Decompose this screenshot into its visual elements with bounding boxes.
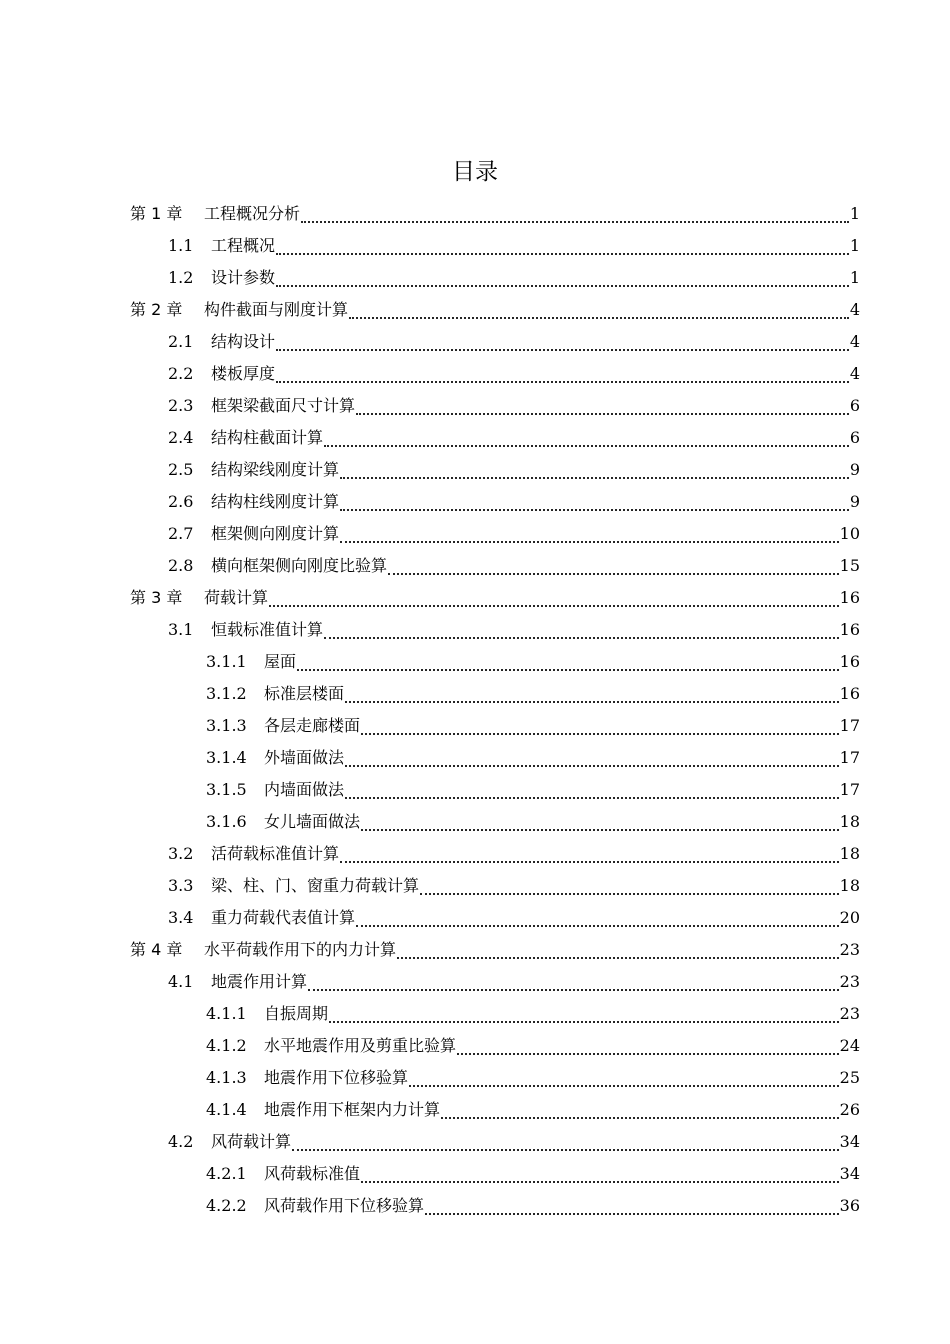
table-of-contents (130, 198, 860, 1222)
toc-entry-number: 3.1 (168, 620, 194, 639)
toc-entry-label: 水平地震作用及剪重比验算 (264, 1036, 457, 1055)
toc-entry[interactable] (130, 678, 860, 710)
toc-entry[interactable] (130, 774, 860, 806)
toc-entry-label: 工程概况分析 (204, 204, 301, 223)
toc-entry-label: 活荷载标准值计算 (211, 844, 340, 863)
toc-entry-number: 3.1.6 (206, 812, 247, 831)
toc-entry-page-number: 26 (839, 1100, 860, 1119)
toc-entry[interactable] (130, 710, 860, 742)
dot-leader (340, 476, 849, 479)
dot-leader (329, 1020, 839, 1023)
toc-entry-label: 水平荷载作用下的内力计算 (204, 940, 397, 959)
toc-entry[interactable] (130, 582, 860, 614)
dot-leader (276, 348, 849, 351)
dot-leader (420, 892, 839, 895)
toc-entry-page-number: 1 (849, 236, 860, 255)
toc-entry-label: 工程概况 (211, 236, 276, 255)
dot-leader (269, 604, 839, 607)
toc-entry[interactable] (130, 806, 860, 838)
toc-entry[interactable] (130, 422, 860, 454)
toc-entry-label: 结构梁线刚度计算 (211, 460, 340, 479)
dot-leader (301, 220, 849, 223)
toc-entry-page-number: 23 (839, 940, 860, 959)
toc-entry-label: 地震作用下位移验算 (264, 1068, 409, 1087)
toc-entry-page-number: 18 (839, 812, 860, 831)
dot-leader (340, 508, 849, 511)
toc-entry-page-number: 6 (849, 428, 860, 447)
toc-entry-label: 内墙面做法 (264, 780, 345, 799)
dot-leader (340, 540, 839, 543)
toc-entry-page-number: 34 (839, 1132, 860, 1151)
toc-entry[interactable] (130, 326, 860, 358)
toc-entry[interactable] (130, 614, 860, 646)
toc-entry-label: 自振周期 (264, 1004, 329, 1023)
toc-entry-page-number: 23 (839, 1004, 860, 1023)
toc-entry-number: 3.2 (168, 844, 194, 863)
toc-entry-number: 2.4 (168, 428, 194, 447)
toc-entry-label: 外墙面做法 (264, 748, 345, 767)
toc-entry[interactable] (130, 230, 860, 262)
toc-entry-page-number: 10 (839, 524, 860, 543)
toc-entry-label: 框架侧向刚度计算 (211, 524, 340, 543)
toc-entry-label: 风荷载作用下位移验算 (264, 1196, 425, 1215)
toc-entry-label: 结构柱截面计算 (211, 428, 324, 447)
toc-entry-number: 3.1.2 (206, 684, 247, 703)
dot-leader (324, 444, 849, 447)
dot-leader (345, 796, 839, 799)
toc-entry[interactable] (130, 966, 860, 998)
toc-entry-page-number: 18 (839, 876, 860, 895)
toc-entry-label: 地震作用计算 (211, 972, 308, 991)
toc-entry-page-number: 9 (849, 460, 860, 479)
toc-entry-number: 2.8 (168, 556, 194, 575)
toc-entry-label: 地震作用下框架内力计算 (264, 1100, 441, 1119)
dot-leader (441, 1116, 839, 1119)
toc-entry-page-number: 16 (839, 652, 860, 671)
toc-entry-page-number: 23 (839, 972, 860, 991)
toc-entry-label: 结构设计 (211, 332, 276, 351)
dot-leader (409, 1084, 839, 1087)
toc-entry[interactable] (130, 902, 860, 934)
toc-entry[interactable] (130, 294, 860, 326)
toc-entry-page-number: 25 (839, 1068, 860, 1087)
dot-leader (397, 956, 839, 959)
toc-entry[interactable] (130, 518, 860, 550)
dot-leader (349, 316, 849, 319)
toc-entry-number: 2.7 (168, 524, 194, 543)
toc-entry-number: 4.2.2 (206, 1196, 247, 1215)
dot-leader (308, 988, 839, 991)
toc-entry[interactable] (130, 262, 860, 294)
toc-entry-number: 1.1 (168, 236, 194, 255)
toc-entry-page-number: 16 (839, 620, 860, 639)
toc-entry[interactable] (130, 454, 860, 486)
toc-entry-label: 荷载计算 (204, 588, 269, 607)
toc-entry-page-number: 24 (839, 1036, 860, 1055)
toc-entry-page-number: 36 (839, 1196, 860, 1215)
toc-entry-number: 4.1.3 (206, 1068, 247, 1087)
toc-entry-label: 风荷载计算 (211, 1132, 292, 1151)
toc-entry-number: 3.1.3 (206, 716, 247, 735)
dot-leader (276, 252, 849, 255)
toc-entry-number: 1.2 (168, 268, 194, 287)
toc-entry[interactable] (130, 1062, 860, 1094)
toc-entry-number: 第 3 章 (130, 588, 183, 607)
toc-entry-number: 2.2 (168, 364, 194, 383)
toc-entry-number: 3.1.4 (206, 748, 247, 767)
toc-entry-label: 屋面 (264, 652, 297, 671)
toc-entry-label: 框架梁截面尺寸计算 (211, 396, 356, 415)
toc-entry-number: 4.2.1 (206, 1164, 247, 1183)
dot-leader (345, 700, 839, 703)
toc-entry-number: 第 4 章 (130, 940, 183, 959)
toc-entry-number: 4.1.4 (206, 1100, 247, 1119)
dot-leader (388, 572, 839, 575)
toc-entry-number: 4.1.1 (206, 1004, 247, 1023)
dot-leader (425, 1212, 839, 1215)
toc-entry[interactable] (130, 358, 860, 390)
toc-entry-page-number: 15 (839, 556, 860, 575)
toc-entry-label: 梁、柱、门、窗重力荷载计算 (211, 876, 420, 895)
toc-entry-page-number: 1 (849, 268, 860, 287)
toc-entry-page-number: 17 (839, 748, 860, 767)
toc-entry-number: 4.1.2 (206, 1036, 247, 1055)
toc-entry-page-number: 34 (839, 1164, 860, 1183)
toc-entry-label: 风荷载标准值 (264, 1164, 361, 1183)
toc-entry-label: 设计参数 (211, 268, 276, 287)
toc-entry-page-number: 16 (839, 684, 860, 703)
toc-entry-label: 女儿墙面做法 (264, 812, 361, 831)
toc-entry-number: 4.1 (168, 972, 194, 991)
toc-entry[interactable] (130, 934, 860, 966)
toc-entry-page-number: 16 (839, 588, 860, 607)
page-title: 目录 (452, 159, 498, 185)
toc-entry-page-number: 4 (849, 364, 860, 383)
toc-entry-label: 结构柱线刚度计算 (211, 492, 340, 511)
toc-entry-number: 3.4 (168, 908, 194, 927)
toc-entry-number: 第 1 章 (130, 204, 183, 223)
toc-entry-page-number: 9 (849, 492, 860, 511)
dot-leader (356, 412, 849, 415)
toc-entry[interactable] (130, 742, 860, 774)
toc-entry-page-number: 6 (849, 396, 860, 415)
toc-entry[interactable] (130, 390, 860, 422)
dot-leader (345, 764, 839, 767)
toc-entry[interactable] (130, 1094, 860, 1126)
toc-entry-label: 构件截面与刚度计算 (204, 300, 349, 319)
toc-entry-label: 各层走廊楼面 (264, 716, 361, 735)
toc-entry[interactable] (130, 870, 860, 902)
toc-entry-label: 标准层楼面 (264, 684, 345, 703)
toc-entry-number: 3.1.1 (206, 652, 247, 671)
dot-leader (276, 380, 849, 383)
dot-leader (297, 668, 839, 671)
toc-entry[interactable] (130, 486, 860, 518)
toc-entry-number: 4.2 (168, 1132, 194, 1151)
dot-leader (276, 284, 849, 287)
dot-leader (292, 1148, 839, 1151)
toc-entry[interactable] (130, 1158, 860, 1190)
dot-leader (340, 860, 839, 863)
toc-entry[interactable] (130, 646, 860, 678)
toc-entry-page-number: 1 (849, 204, 860, 223)
toc-entry-number: 2.5 (168, 460, 194, 479)
dot-leader (356, 924, 839, 927)
toc-entry-number: 3.3 (168, 876, 194, 895)
toc-entry-page-number: 18 (839, 844, 860, 863)
toc-entry-page-number: 4 (849, 300, 860, 319)
toc-entry-number: 第 2 章 (130, 300, 183, 319)
toc-entry-label: 楼板厚度 (211, 364, 276, 383)
toc-entry-number: 2.6 (168, 492, 194, 511)
toc-entry[interactable] (130, 198, 860, 230)
toc-entry[interactable] (130, 998, 860, 1030)
dot-leader (361, 732, 839, 735)
dot-leader (457, 1052, 839, 1055)
toc-entry-number: 2.1 (168, 332, 194, 351)
dot-leader (324, 636, 839, 639)
toc-entry[interactable] (130, 838, 860, 870)
dot-leader (361, 828, 839, 831)
toc-entry-page-number: 17 (839, 780, 860, 799)
toc-entry-page-number: 4 (849, 332, 860, 351)
toc-entry-page-number: 17 (839, 716, 860, 735)
toc-entry-label: 重力荷载代表值计算 (211, 908, 356, 927)
toc-entry[interactable] (130, 1030, 860, 1062)
toc-entry-label: 横向框架侧向刚度比验算 (211, 556, 388, 575)
toc-entry[interactable] (130, 550, 860, 582)
toc-entry-number: 2.3 (168, 396, 194, 415)
toc-entry[interactable] (130, 1126, 860, 1158)
toc-entry-number: 3.1.5 (206, 780, 247, 799)
toc-entry[interactable] (130, 1190, 860, 1222)
dot-leader (361, 1180, 839, 1183)
toc-entry-page-number: 20 (839, 908, 860, 927)
toc-entry-label: 恒载标准值计算 (211, 620, 324, 639)
